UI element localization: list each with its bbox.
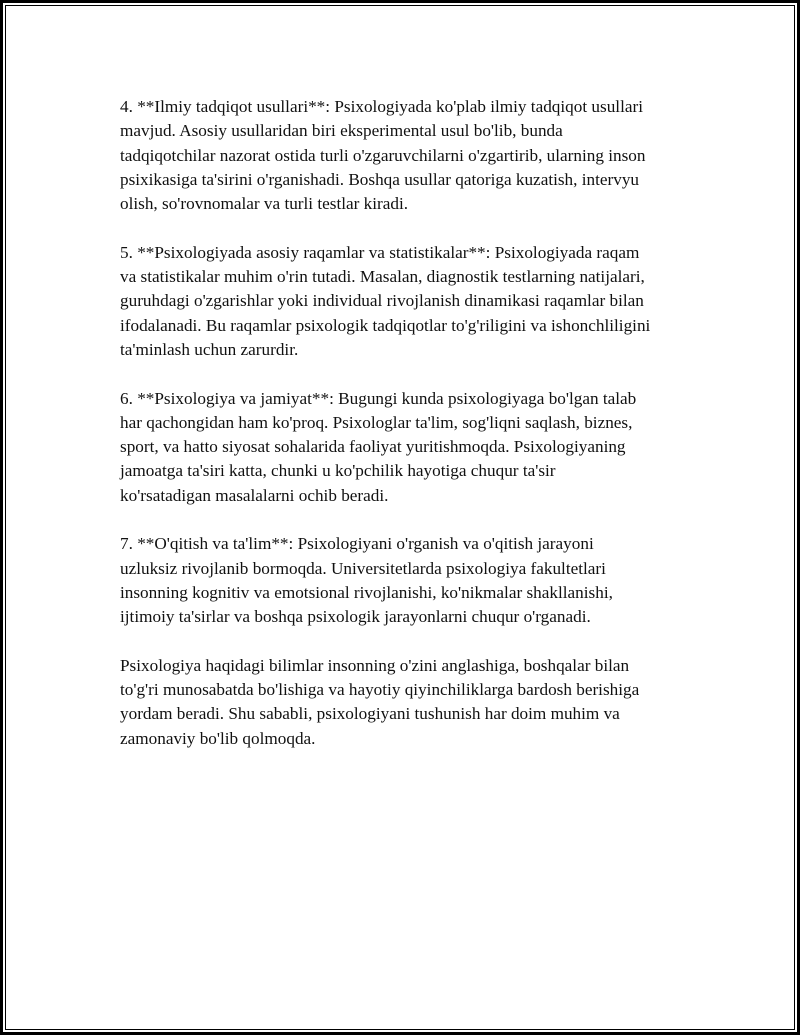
paragraph-psychology-society: 6. **Psixologiya va jamiyat**: Bugungi kunda psixologiyaga bo'lgan talab har qachongidan ham ko'proq. Psixologlar ta'lim, sog'liqni saqlash, biznes, sport, va hatto siyosat sohalarida faoliyat yuritishmoqda. Psixologiyaning jamoatga ta'siri katta, chunki u ko'pchilik hayotiga chuqur ta'sir ko'rsatadigan masalalarni ochib beradi. xyxy=(120,388,637,505)
paragraph-conclusion: Psixologiya haqidagi bilimlar insonning o'zini anglashiga, boshqalar bilan to'g'ri munosabatda bo'lishiga va hayotiy qiyinchiliklarga bardosh berishiga yordam beradi. Shu sababli, psixologiyani tushunish har doim muhim va zamonaviy bo'lib qolmoqda. xyxy=(120,655,640,748)
document-body xyxy=(120,95,710,775)
paragraph-statistics: 5. **Psixologiyada asosiy raqamlar va statistikalar**: Psixologiyada raqam va statistikalar muhim o'rin tutadi. Masalan, diagnostik testlarning natijalari, guruhdagi o'zgarishlar yoki individual rivojlanish dinamikasi raqamlar bilan ifodalanadi. Bu raqamlar psixologik tadqiqotlar to'g'riligini va ishonchliligini ta'minlash uchun zarurdir. xyxy=(120,242,651,359)
paragraph-research-methods: 4. **Ilmiy tadqiqot usullari**: Psixologiyada ko'plab ilmiy tadqiqot usullari mavjud. Asosiy usullaridan biri eksperimental usul bo'lib, bunda tadqiqotchilar nazorat ostida turli o'zgaruvchilarni o'zgartirib, ularning inson psixikasiga ta'sirini o'rganishadi. Boshqa usullar qatoriga kuzatish, intervyu olish, so'rovnomalar va turli testlar kiradi. xyxy=(120,97,646,214)
paragraph-teaching: 7. **O'qitish va ta'lim**: Psixologiyani o'rganish va o'qitish jarayoni uzluksiz rivojlanib bormoqda. Universitetlarda psixologiya fakultetlari insonning kognitiv va emotsional rivojlanishi, ko'nikmalar shakllanishi, ijtimoiy ta'sirlar va boshqa psixologik jarayonlarni chuqur o'rganadi. xyxy=(120,534,613,627)
